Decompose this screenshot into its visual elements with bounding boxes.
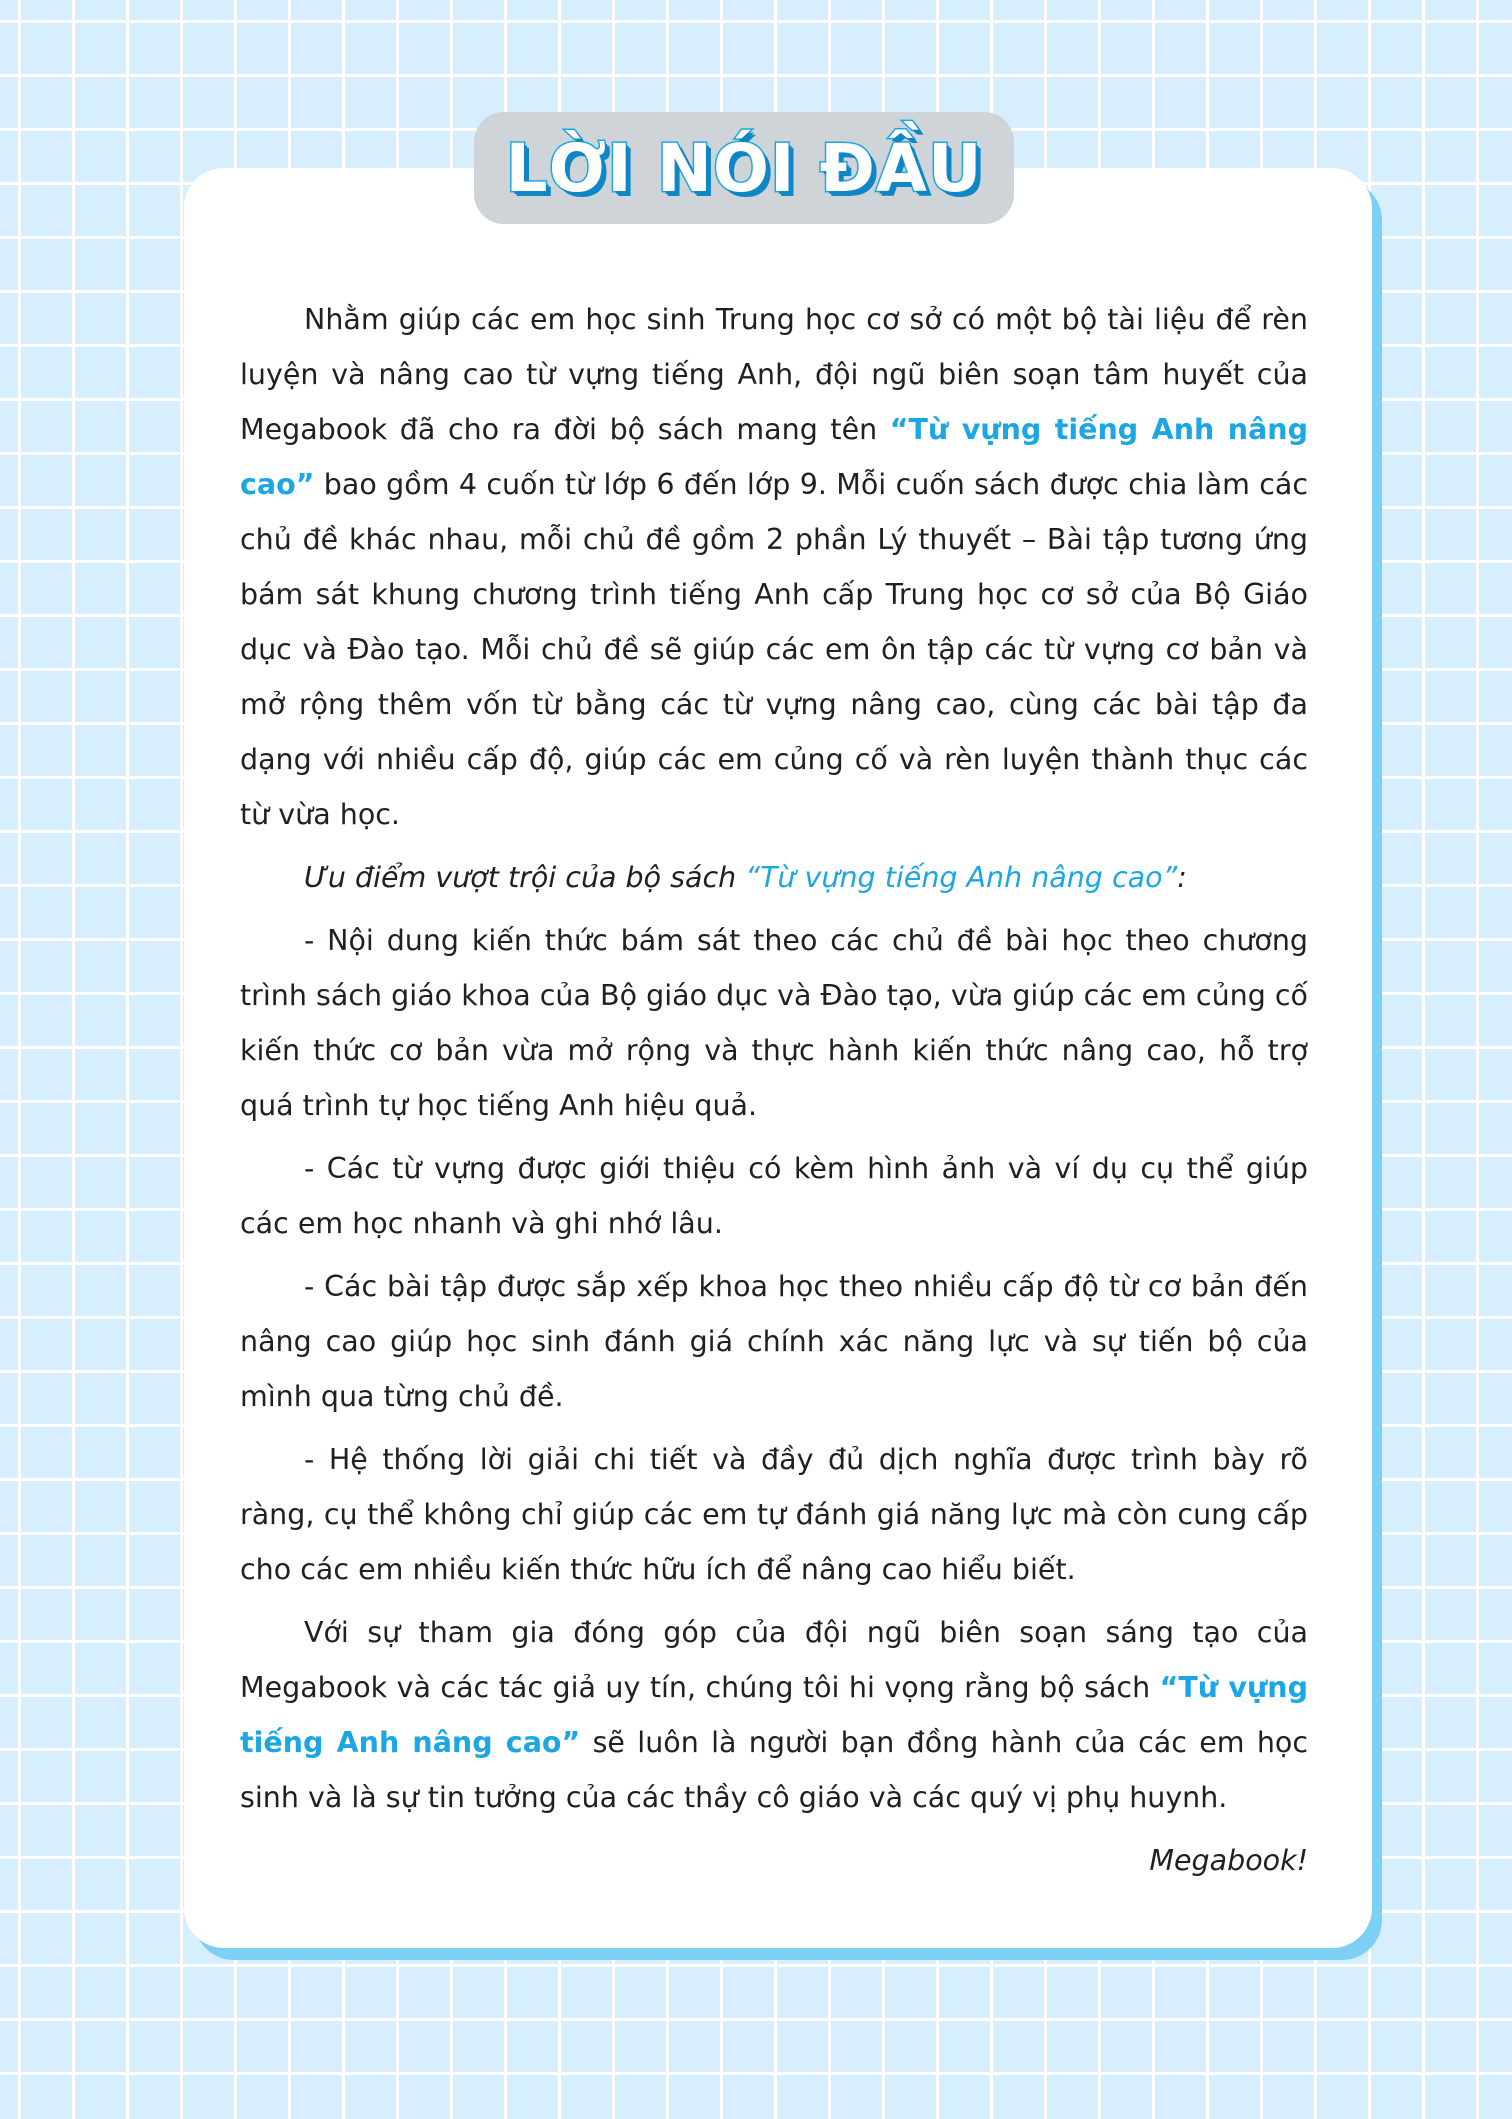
closing-text-1: Với sự tham gia đóng góp của đội ngũ biên soạn sáng tạo của Megabook và các tác giả uy tín, chúng tôi hi vọng rằng bộ sách [240, 1616, 1308, 1704]
advantages-suffix: : [1177, 861, 1187, 894]
closing-text-2: sẽ luôn là người bạn đồng hành của các em học sinh và là sự tin tưởng của các thầy cô giáo và các quý vị phụ huynh. [240, 1726, 1309, 1814]
title-badge [474, 112, 1014, 224]
advantages-prefix: Ưu điểm vượt trội của bộ sách [304, 861, 746, 894]
book-title-highlight: “Từ vựng tiếng Anh nâng cao” [240, 413, 1309, 501]
advantage-item: - Hệ thống lời giải chi tiết và đầy đủ dịch nghĩa được trình bày rõ ràng, cụ thể không chỉ giúp các em tự đánh giá năng lực mà còn cung cấp cho các em nhiều kiến thức hữu ích để nâng cao hiểu biết. [240, 1443, 1308, 1586]
intro-text-2: bao gồm 4 cuốn từ lớp 6 đến lớp 9. Mỗi cuốn sách được chia làm các chủ đề khác nhau, mỗi chủ đề gồm 2 phần Lý thuyết – Bài tập tương ứng bám sát khung chương trình tiếng Anh cấp Trung học cơ sở của Bộ Giáo dục và Đào tạo. Mỗi chủ đề sẽ giúp các em ôn tập các từ vựng cơ bản và mở rộng thêm vốn từ bằng các từ vựng nâng cao, cùng các bài tập đa dạng với nhiều cấp độ, giúp các em củng cố và rèn luyện thành thục các từ vừa học. [240, 468, 1308, 831]
advantages-book-title: “Từ vựng tiếng Anh nâng cao” [745, 861, 1178, 894]
closing-book-title: “Từ vựng tiếng Anh nâng cao” [240, 1671, 1308, 1759]
advantage-item: - Các bài tập được sắp xếp khoa học theo nhiều cấp độ từ cơ bản đến nâng cao giúp học sinh đánh giá chính xác năng lực và sự tiến bộ của mình qua từng chủ đề. [240, 1270, 1308, 1413]
page-title: LỜI NÓI ĐẦU [505, 129, 983, 207]
preface-content [240, 292, 1308, 1896]
closing-paragraph [240, 1605, 1308, 1825]
intro-paragraph [240, 292, 1308, 842]
advantages-heading [240, 850, 1308, 905]
advantage-item: - Các từ vựng được giới thiệu có kèm hình ảnh và ví dụ cụ thể giúp các em học nhanh và ghi nhớ lâu. [240, 1152, 1308, 1240]
signature: Megabook! [1149, 1844, 1308, 1877]
advantage-item: - Nội dung kiến thức bám sát theo các chủ đề bài học theo chương trình sách giáo khoa của Bộ giáo dục và Đào tạo, vừa giúp các em củng cố kiến thức cơ bản vừa mở rộng và thực hành kiến thức nâng cao, hỗ trợ quá trình tự học tiếng Anh hiệu quả. [240, 924, 1308, 1122]
intro-text-1: Nhằm giúp các em học sinh Trung học cơ sở có một bộ tài liệu để rèn luyện và nâng cao từ vựng tiếng Anh, đội ngũ biên soạn tâm huyết của Megabook đã cho ra đời bộ sách mang tên [240, 303, 1308, 446]
